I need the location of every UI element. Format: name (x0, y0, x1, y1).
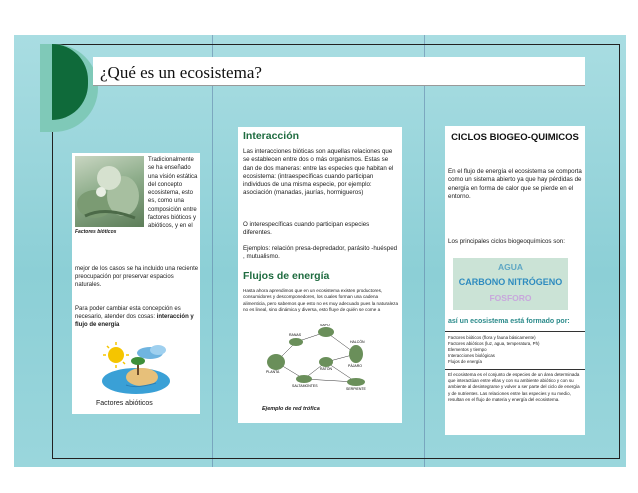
intro-text: Tradicionalmente se ha enseñado una visión estática del concepto ecosistema, esto es, como una composición entre factores bióticos y abióticos, y en el (148, 157, 198, 230)
interaction-examples: Ejemplos: relación presa-depredador, parásito -huésped , mutualismo. (243, 245, 398, 261)
web-label-saltamontes: SALTAMONTES (292, 384, 318, 388)
list-item: Factores abióticos (luz, agua, temperatura, Ph) (448, 341, 540, 346)
cycle-water: AGUA (497, 262, 524, 272)
ecosystem-composition-heading: así un ecosistema está formado por: (448, 318, 570, 325)
concept-change-prefix: Para poder cambiar esta concepción es necesario, atender dos cosas: (75, 306, 181, 320)
list-item: Flujos de energía (448, 359, 482, 364)
biogeochemical-cycles-heading: CICLOS BIOGEO-QUIMICOS (451, 132, 579, 143)
web-label-serpiente: SERPIENTE (346, 387, 366, 391)
ecosystem-definition-text: El ecosistema es el conjunto de especies de un área determinada que interactúan entre ellas y con su ambiente abiótico y con su ambiente al desintegrarse y volver a ser parte del ciclo de energía y de nutrientes. Las relaciones entre las especies y su medio, resultan en el flujo de materia y energía del ecosistema. (448, 372, 580, 402)
intro-text-continued: mejor de los casos se ha incluido una reciente preocupación por preservar espacios naturales. (75, 266, 199, 288)
ecosystem-components-list (448, 335, 582, 365)
energy-flow-text: Hasta ahora aprendimos que en un ecosistema existen productores, consumidores y descomponedores, los cuales forman una cadena alimenticia, pero sabemos que esto no es muy adecuado pues la naturaleza no es lineal, sino dinámica y diversa, esto fluye de quién se come a (243, 288, 399, 313)
page-title: ¿Qué es un ecosistema? (100, 63, 262, 82)
cycles-box (453, 258, 568, 310)
web-label-pajaro: PÁJARO (348, 364, 363, 368)
web-label-planta: PLANTA (266, 370, 280, 374)
energy-flow-heading: Flujos de energía (243, 270, 330, 282)
abiotic-factors-illustration (98, 341, 174, 396)
interaction-text: Las interacciones bióticas son aquellas relaciones que se establecen entre dos o más organismos. Estas se dan de dos maneras: entre las especies que habitan el ecosistema: (intraespecíficas cuando participan individuos de una misma especie, por ejemplo: asociación (manadas, jaurías, hormigueros) (243, 148, 394, 197)
abiotic-factors-caption: Factores abióticos (96, 400, 153, 407)
list-item: Factores bióticos (flora y fauna básicamente) (448, 335, 536, 340)
divider (445, 369, 585, 370)
web-label-sapo: SAPO (320, 324, 330, 327)
open-system-text: En el flujo de energía el ecosistema se comporta como un sistema abierto ya que hay pérdidas de energía en forma de calor que se pierde en el entorno. (448, 168, 582, 200)
divider (445, 331, 585, 332)
biotic-factors-photo (75, 156, 144, 227)
panel-left (72, 153, 200, 414)
panel-right (445, 126, 585, 435)
biotic-factors-caption: Factores bióticos (75, 229, 117, 235)
concept-change-bold: interacción y flujo de energía (75, 314, 194, 328)
web-label-halcon: HALCÓN (350, 340, 365, 344)
interaction-heading: Interacción (243, 130, 300, 142)
list-item: Elementos y tiempo (448, 347, 487, 352)
panel-middle (238, 127, 402, 423)
food-web-diagram (256, 324, 384, 394)
list-item: Interacciones biológicas (448, 353, 495, 358)
cycle-carbon-nitrogen: CARBONO NITRÓGENO (458, 277, 563, 287)
food-web-caption: Ejemplo de red trófica (262, 406, 320, 412)
web-label-raton: RATÓN (320, 367, 332, 371)
web-label-ranas: RANAS (289, 333, 302, 337)
interspecific-text: O interespecíficas cuando participan especies diferentes. (243, 221, 370, 237)
main-cycles-intro: Los principales ciclos biogeoquímicos son: (448, 238, 565, 245)
cycle-phosphorus: FOSFORO (489, 293, 532, 303)
concept-change-text (75, 305, 199, 329)
